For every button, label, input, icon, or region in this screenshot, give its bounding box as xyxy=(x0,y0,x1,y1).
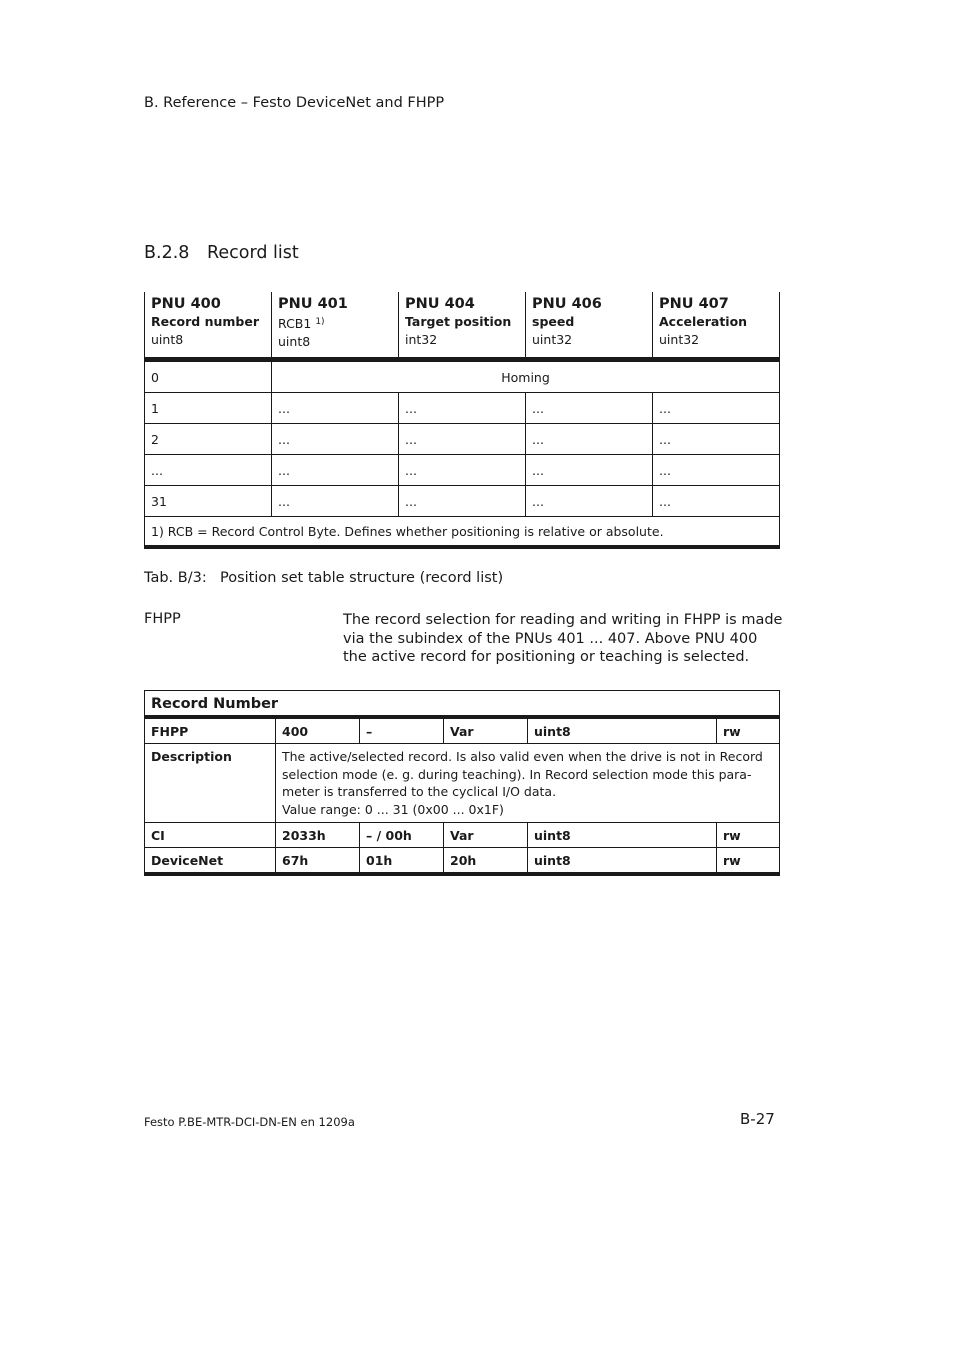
table-cell: 67h xyxy=(276,848,360,875)
table-cell: 2033h xyxy=(276,823,360,848)
page-number: B-27 xyxy=(740,1110,775,1128)
table-cell: ... xyxy=(526,455,653,486)
table-row xyxy=(145,486,780,517)
ci-row xyxy=(145,823,780,848)
table-cell: ... xyxy=(272,393,399,424)
record-number-title: Record Number xyxy=(145,691,780,718)
column-header-pnu404: PNU 404 Target position int32 xyxy=(399,292,526,360)
footnote: 1) RCB = Record Control Byte. Defines whether positioning is relative or absolute. xyxy=(145,517,780,548)
table-cell: ... xyxy=(272,486,399,517)
description-label: Description xyxy=(145,744,276,823)
fhpp-row xyxy=(145,717,780,744)
table-row xyxy=(145,393,780,424)
table-cell: ... xyxy=(272,455,399,486)
table-cell: ... xyxy=(399,455,526,486)
table-cell: ... xyxy=(272,424,399,455)
record-number-title-row xyxy=(145,691,780,718)
section-title-text: Record list xyxy=(207,243,299,263)
table-cell: ... xyxy=(399,393,526,424)
table-caption xyxy=(144,570,503,586)
table-cell: 20h xyxy=(444,848,528,875)
table-cell: rw xyxy=(717,823,780,848)
table-cell: ... xyxy=(526,393,653,424)
table-row xyxy=(145,424,780,455)
table-cell: ... xyxy=(526,424,653,455)
homing-cell: Homing xyxy=(272,360,780,393)
table-cell: CI xyxy=(145,823,276,848)
table-cell: ... xyxy=(653,486,780,517)
table-cell: FHPP xyxy=(145,717,276,744)
record-number-table xyxy=(144,690,780,876)
table-row xyxy=(145,455,780,486)
table-cell: ... xyxy=(653,424,780,455)
footer-document-id: Festo P.BE-MTR-DCI-DN-EN en 1209a xyxy=(144,1115,355,1129)
table-cell: 0 xyxy=(145,360,272,393)
table-cell: rw xyxy=(717,717,780,744)
table-cell: 01h xyxy=(360,848,444,875)
fhpp-label: FHPP xyxy=(144,611,181,627)
table-cell: 400 xyxy=(276,717,360,744)
caption-label: Tab. B/3: xyxy=(144,570,207,586)
table-cell: ... xyxy=(653,393,780,424)
table-cell: 1 xyxy=(145,393,272,424)
table-cell: Var xyxy=(444,823,528,848)
table-cell: ... xyxy=(399,486,526,517)
table-cell: 31 xyxy=(145,486,272,517)
table-cell: ... xyxy=(145,455,272,486)
table-cell: 2 xyxy=(145,424,272,455)
description-text: The active/selected record. Is also valid even when the drive is not in Record selection mode (e. g. during teaching). In Record selection mode this para- meter is transferred to the cyclical I/O data. Value range: 0 ... 31 (0x00 ... 0x1F) xyxy=(276,744,780,823)
record-list-table xyxy=(144,292,780,549)
table-cell: uint8 xyxy=(528,823,717,848)
table-cell: Var xyxy=(444,717,528,744)
table-cell: – xyxy=(360,717,444,744)
section-title xyxy=(144,243,299,263)
table-cell: ... xyxy=(653,455,780,486)
homing-row xyxy=(145,360,780,393)
footnote-marker: 1) xyxy=(315,317,325,327)
description-row xyxy=(145,744,780,823)
table-cell: uint8 xyxy=(528,848,717,875)
column-header-pnu401: PNU 401 RCB1 $^{1)}$ uint8 xyxy=(272,292,399,360)
table-cell: ... xyxy=(526,486,653,517)
caption-text: Position set table structure (record list) xyxy=(220,570,504,586)
column-header-pnu406: PNU 406 speed uint32 xyxy=(526,292,653,360)
devicenet-row xyxy=(145,848,780,875)
table-cell: rw xyxy=(717,848,780,875)
running-header: B. Reference – Festo DeviceNet and FHPP xyxy=(144,95,445,111)
section-number: B.2.8 xyxy=(144,243,190,263)
column-header-pnu400: PNU 400 Record number uint8 xyxy=(145,292,272,360)
record-list-header-row xyxy=(145,292,780,360)
table-cell: DeviceNet xyxy=(145,848,276,875)
footnote-row xyxy=(145,517,780,548)
table-cell: ... xyxy=(399,424,526,455)
column-header-pnu407: PNU 407 Acceleration uint32 xyxy=(653,292,780,360)
table-cell: – / 00h xyxy=(360,823,444,848)
fhpp-paragraph: The record selection for reading and writing in FHPP is made via the subindex of the PNUs 401 ... 407. Above PNU 400 the active record for positioning or teaching is selected. xyxy=(343,612,783,665)
table-cell: uint8 xyxy=(528,717,717,744)
